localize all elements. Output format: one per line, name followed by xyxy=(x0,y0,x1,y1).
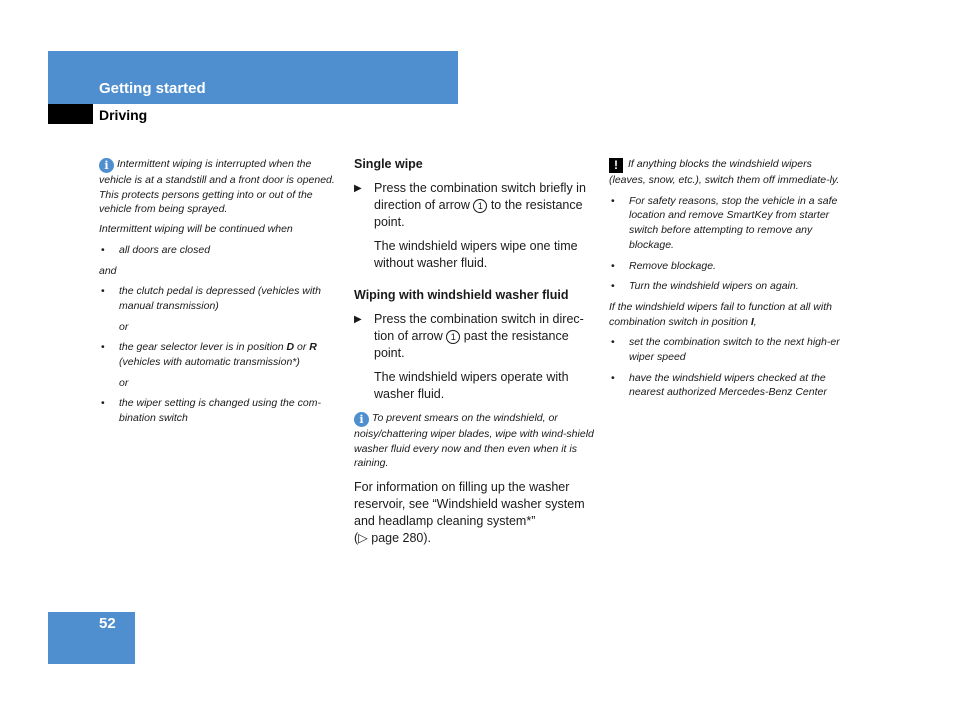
bullet-dot: • xyxy=(611,194,615,207)
heading-washer-wipe: Wiping with windshield washer fluid xyxy=(354,288,569,302)
step-result: The windshield wipers operate with washer fluid. xyxy=(374,370,569,401)
bullet-dot: • xyxy=(611,280,615,293)
info-icon: i xyxy=(354,412,369,427)
warning-icon: ! xyxy=(609,158,623,173)
conjunction-or: or xyxy=(119,376,129,389)
list-item: • set the combination switch to the next high-er wiper speed xyxy=(611,336,840,364)
bullet-dot: • xyxy=(101,341,105,354)
list-item: • the clutch pedal is depressed (vehicles with manual transmission) xyxy=(101,285,321,312)
list-item: • the wiper setting is changed using the com-bination switch xyxy=(101,397,321,425)
step-item: ▶ Press the combination switch briefly in direction of arrow 1 to the resistance point. xyxy=(354,181,586,229)
info-icon: i xyxy=(99,158,114,173)
page-reference-link[interactable]: (▷ page 280). xyxy=(354,531,432,546)
bullet-dot: • xyxy=(611,336,615,349)
bullet-dot: • xyxy=(101,243,105,256)
section-marker xyxy=(48,104,93,124)
page-number-box xyxy=(48,612,135,664)
list-item: • all doors are closed xyxy=(101,243,211,256)
failure-text: If the windshield wipers fail to function at all with combination switch in position I, xyxy=(609,300,832,328)
continued-text: Intermittent wiping will be continued when xyxy=(99,223,293,236)
bullet-dot: • xyxy=(611,259,615,272)
step-result: The windshield wipers wipe one time without washer fluid. xyxy=(374,239,578,270)
chapter-title: Getting started xyxy=(99,80,206,97)
conjunction-and: and xyxy=(99,264,117,277)
bullet-dot: • xyxy=(101,285,105,298)
arrow-number-badge: 1 xyxy=(446,330,460,344)
list-item: • the gear selector lever is in position D or R (vehicles with automatic transmission*) xyxy=(101,341,317,369)
bullet-dot: • xyxy=(101,397,105,410)
column-3 xyxy=(609,157,849,406)
list-item: • For safety reasons, stop the vehicle in a safe location and remove SmartKey from starter switch before attempting to remove any blockage. xyxy=(611,194,838,251)
list-item: • Turn the windshield wipers on again. xyxy=(611,280,799,293)
reference-text: For information on filling up the washer reservoir, see “Windshield washer system and headlamp cleaning system*” (▷ page 280). xyxy=(354,480,585,546)
list-item: • have the windshield wipers checked at the nearest authorized Mercedes-Benz Center xyxy=(611,371,827,399)
page-number: 52 xyxy=(99,615,116,632)
conjunction-or: or xyxy=(119,320,129,333)
step-item: ▶ Press the combination switch in direc-tion of arrow 1 past the resistance point. xyxy=(354,312,584,360)
info-note: i To prevent smears on the windshield, or noisy/chattering wiper blades, wipe with wind-shield washer fluid every now and then even when it is raining. xyxy=(354,412,594,470)
column-2 xyxy=(354,157,594,547)
warning-note: ! If anything blocks the windshield wipers (leaves, snow, etc.), switch them off immediate-ly. xyxy=(609,158,840,186)
list-item: • Remove blockage. xyxy=(611,259,716,272)
section-title: Driving xyxy=(99,107,148,123)
info-note: i Intermittent wiping is interrupted when the vehicle is at a standstill and a front door is opened. This protects persons getting into or out of the vehicle from being sprayed. xyxy=(99,158,335,216)
arrow-number-badge: 1 xyxy=(473,199,487,213)
column-1 xyxy=(99,157,339,432)
triangle-right-icon: ▶ xyxy=(354,314,362,325)
bullet-dot: • xyxy=(611,371,615,384)
heading-single-wipe: Single wipe xyxy=(354,157,423,171)
triangle-right-icon: ▶ xyxy=(354,183,362,194)
